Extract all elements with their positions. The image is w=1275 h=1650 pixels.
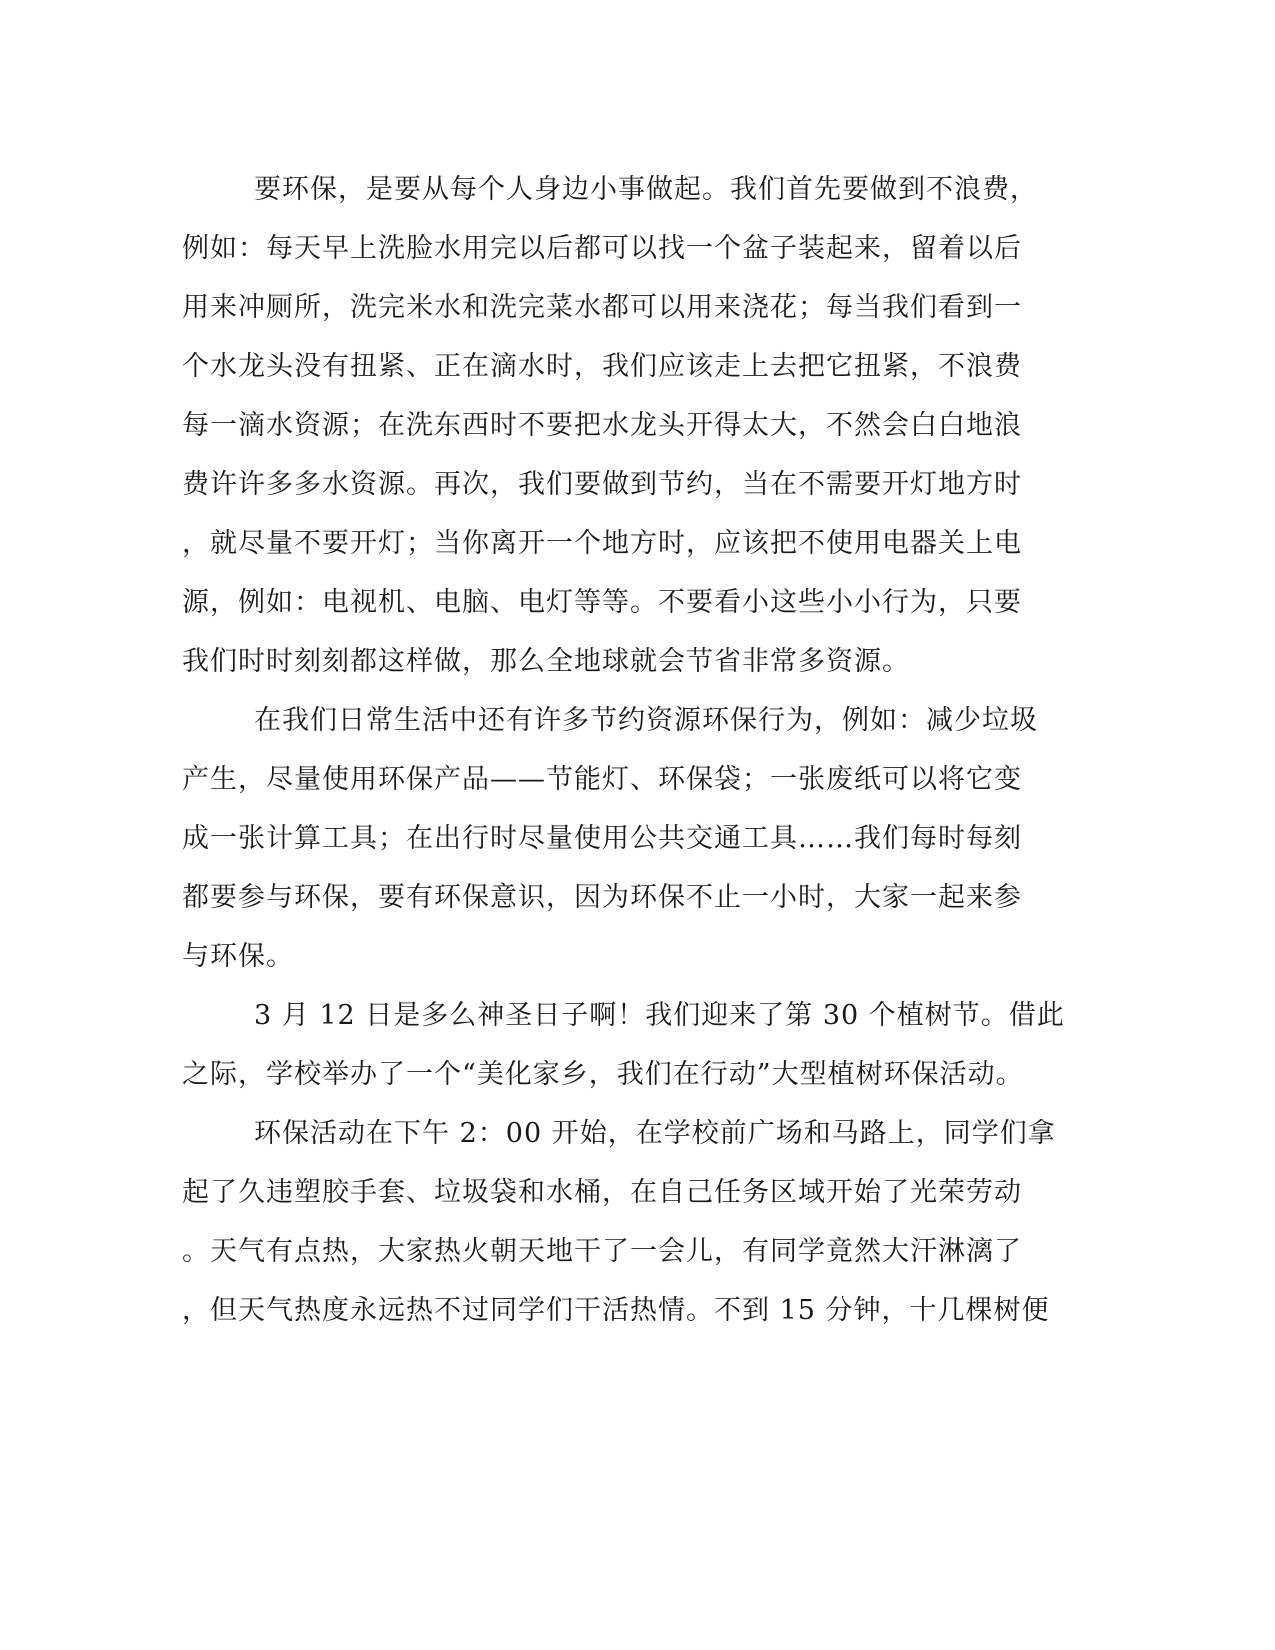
text-line: 个水龙头没有扭紧、正在滴水时，我们应该走上去把它扭紧，不浪费 bbox=[182, 351, 1022, 382]
text-line: ，就尽量不要开灯；当你离开一个地方时，应该把不使用电器关上电 bbox=[182, 528, 1022, 559]
text-line: 每一滴水资源；在洗东西时不要把水龙头开得太大，不然会白白地浪 bbox=[182, 410, 1022, 441]
text-line: 源，例如：电视机、电脑、电灯等等。不要看小这些小小行为，只要 bbox=[182, 587, 1022, 618]
text-line: 之际，学校举办了一个“美化家乡，我们在行动”大型植树环保活动。 bbox=[182, 1059, 1024, 1090]
text-line: 成一张计算工具；在出行时尽量使用公共交通工具……我们每时每刻 bbox=[182, 823, 1022, 854]
text-line: 要环保，是要从每个人身边小事做起。我们首先要做到不浪费， bbox=[254, 174, 1038, 205]
text-line: 环保活动在下午 2：00 开始，在学校前广场和马路上，同学们拿 bbox=[254, 1118, 1056, 1149]
paragraph-4 bbox=[182, 1104, 1056, 1340]
text-line: 起了久违塑胶手套、垃圾袋和水桶，在自己任务区域开始了光荣劳动 bbox=[182, 1177, 1022, 1208]
paragraph-1 bbox=[182, 160, 1038, 691]
paragraph-2 bbox=[182, 691, 1038, 986]
text-line: 费许许多多水资源。再次，我们要做到节约，当在不需要开灯地方时 bbox=[182, 469, 1022, 500]
paragraph-3 bbox=[182, 986, 1065, 1104]
text-line: 都要参与环保，要有环保意识，因为环保不止一小时，大家一起来参 bbox=[182, 882, 1022, 913]
text-line: 。天气有点热，大家热火朝天地干了一会儿，有同学竟然大汗淋漓了 bbox=[182, 1236, 1022, 1267]
text-line: ，但天气热度永远热不过同学们干活热情。不到 15 分钟，十几棵树便 bbox=[182, 1295, 1050, 1326]
text-line: 例如：每天早上洗脸水用完以后都可以找一个盆子装起来，留着以后 bbox=[182, 233, 1022, 264]
text-line: 在我们日常生活中还有许多节约资源环保行为，例如：减少垃圾 bbox=[254, 705, 1038, 736]
text-line: 3 月 12 日是多么神圣日子啊！我们迎来了第 30 个植树节。借此 bbox=[254, 1000, 1065, 1031]
text-line: 与环保。 bbox=[182, 941, 294, 972]
text-line: 用来冲厕所，洗完米水和洗完菜水都可以用来浇花；每当我们看到一 bbox=[182, 292, 1022, 323]
text-line: 产生，尽量使用环保产品——节能灯、环保袋；一张废纸可以将它变 bbox=[182, 764, 1022, 795]
document-body bbox=[182, 160, 1065, 1340]
text-line: 我们时时刻刻都这样做，那么全地球就会节省非常多资源。 bbox=[182, 646, 910, 677]
